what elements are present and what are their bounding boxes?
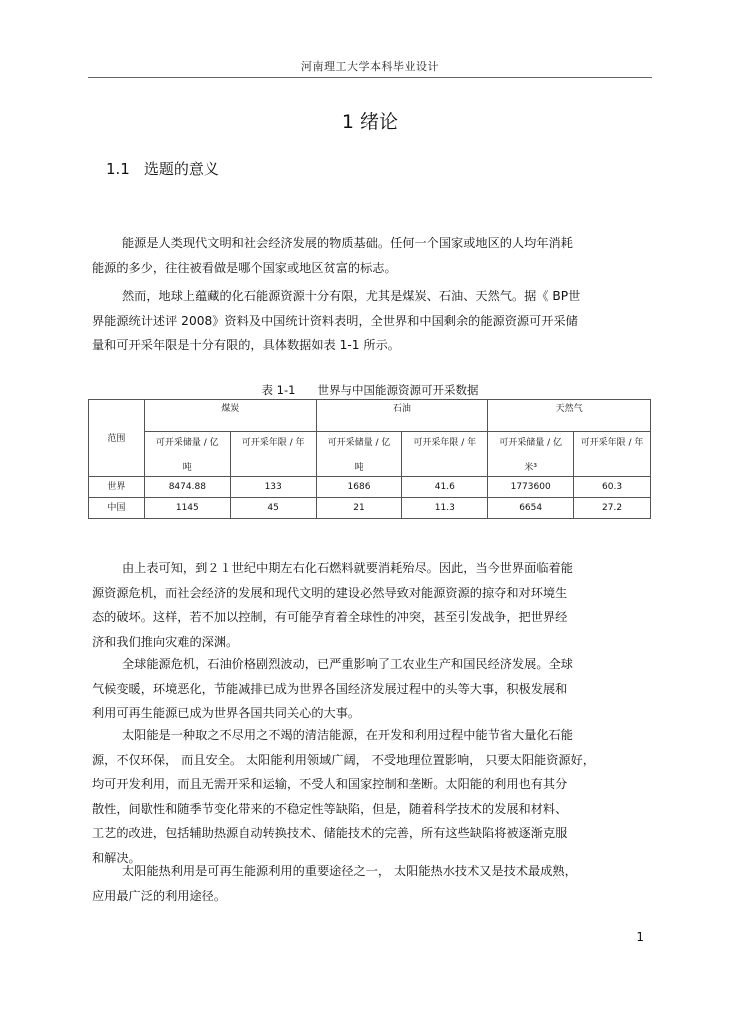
paragraph-line: 源，不仅环保， 而且安全。 太阳能利用领域广阔， 不受地理位置影响， 只要太阳能资源好， <box>92 752 595 767</box>
paragraph-line: 太阳能热利用是可再生能源利用的重要途径之一， 太阳能热水技术又是技术最成熟， <box>122 864 577 878</box>
subheader-text: 可开采年限 / 年 <box>241 437 305 448</box>
paragraph-line: 气候变暖，环境恶化，节能减排已成为世界各国经济发展过程中的头等大事，积极发展和 <box>92 681 568 696</box>
subheader-text: 可开采年限 / 年 <box>413 437 477 448</box>
subheader-reserve-gas <box>488 432 574 477</box>
subheader-text: 可开采储量 / 亿 <box>155 437 219 448</box>
page-number: 1 <box>636 930 644 944</box>
subheader-text: 可开采储量 / 亿 <box>499 437 563 448</box>
row-region: 中国 <box>89 498 145 519</box>
paragraph-line: 均可开发利用，而且无需开采和运输，不受人和国家控制和垄断。太阳能的利用也有其分 <box>92 777 568 791</box>
table-cell: 8474.88 <box>144 477 230 498</box>
chapter-title: 1 绪论 <box>341 111 399 133</box>
running-header: 河南理工大学本科毕业设计 <box>301 60 439 73</box>
paragraph-line: 由上表可知，到２１世纪中期左右化石燃料就要消耗殆尽。因此，当今世界面临着能 <box>122 561 573 575</box>
table-cell: 1145 <box>144 498 230 519</box>
subheader-reserve-coal <box>144 432 230 477</box>
paragraph-line: 太阳能是一种取之不尽用之不竭的清洁能源，在开发和利用过程中能节省大量化石能 <box>122 728 573 742</box>
paragraph-line: 济和我们推向灾难的深渊。 <box>92 634 239 649</box>
subheader-years-coal <box>230 432 316 477</box>
paragraph-line: 工艺的改进，包括辅助热源自动转换技术、储能技术的完善，所有这些缺陷将被逐渐克服 <box>92 826 568 840</box>
group-header-oil: 石油 <box>316 400 488 432</box>
subheader-unit: 米³ <box>524 462 537 473</box>
subheader-unit: 吨 <box>182 462 192 473</box>
subheader-years-gas <box>574 432 651 477</box>
table-caption <box>0 382 740 398</box>
paragraph-line: 应用最广泛的利用途径。 <box>92 888 227 903</box>
paragraph-6 <box>92 859 648 908</box>
paragraph-line: 态的破坏。这样，若不加以控制，有可能孕育着全球性的冲突，甚至引发战争，把世界经 <box>92 610 568 624</box>
table-row <box>89 477 651 498</box>
table-cell: 1686 <box>316 477 402 498</box>
table-cell: 45 <box>230 498 316 519</box>
subheader-reserve-oil <box>316 432 402 477</box>
paragraph-line: 量和可开采年限是十分有限的，具体数据如表 1-1 所示。 <box>92 338 400 352</box>
table-cell: 60.3 <box>574 477 651 498</box>
table-cell: 27.2 <box>574 498 651 519</box>
section-title-text: 选题的意义 <box>143 160 219 178</box>
subheader-text: 可开采储量 / 亿 <box>327 437 391 448</box>
paragraph-line: 界能源统计述评 2008》资料及中国统计资料表明，全世界和中国剩余的能源资源可开采储 <box>92 313 578 328</box>
paragraph-2 <box>92 284 648 358</box>
paragraph-3 <box>92 556 648 654</box>
section-title <box>106 158 219 179</box>
subheader-text: 可开采年限 / 年 <box>580 437 644 448</box>
header-rule <box>88 77 652 78</box>
table-cell: 11.3 <box>402 498 488 519</box>
paragraph-5 <box>92 723 648 870</box>
range-header-cell: 范围 <box>89 400 145 477</box>
table-cell: 21 <box>316 498 402 519</box>
group-header-coal: 煤炭 <box>144 400 316 432</box>
paragraph-line: 散性，间歇性和随季节变化带来的不稳定性等缺陷，但是，随着科学技术的发展和材料、 <box>92 801 568 816</box>
subheader-unit: 吨 <box>354 462 364 473</box>
paragraph-line: 利用可再生能源已成为世界各国共同关心的大事。 <box>92 706 361 720</box>
paragraph-line: 全球能源危机，石油价格剧烈波动，已严重影响了工农业生产和国民经济发展。全球 <box>122 657 573 671</box>
paragraph-1 <box>92 231 648 280</box>
table-caption-number: 表 1-1 <box>261 383 296 397</box>
subheader-years-oil <box>402 432 488 477</box>
table-caption-title: 世界与中国能源资源可开采数据 <box>317 383 479 397</box>
paragraph-line: 源资源危机，而社会经济的发展和现代文明的建设必然导致对能源资源的掠夺和对环境生 <box>92 585 568 600</box>
table-row <box>89 498 651 519</box>
paragraph-line: 和解决。 <box>92 850 141 865</box>
table-cell: 41.6 <box>402 477 488 498</box>
paragraph-line: 能源的多少，往往被看做是哪个国家或地区贫富的标志。 <box>92 260 397 275</box>
section-number: 1.1 <box>106 160 130 178</box>
paragraph-line: 然而，地球上蕴藏的化石能源资源十分有限，尤其是煤炭、石油、天然气。据《 BP世 <box>122 289 581 303</box>
table-cell: 6654 <box>488 498 574 519</box>
table-cell: 1773600 <box>488 477 574 498</box>
row-region: 世界 <box>89 477 145 498</box>
paragraph-4 <box>92 652 648 726</box>
table-cell: 133 <box>230 477 316 498</box>
group-header-gas: 天然气 <box>488 400 651 432</box>
paragraph-line: 能源是人类现代文明和社会经济发展的物质基础。任何一个国家或地区的人均年消耗 <box>122 236 573 250</box>
energy-reserves-table <box>88 399 651 519</box>
